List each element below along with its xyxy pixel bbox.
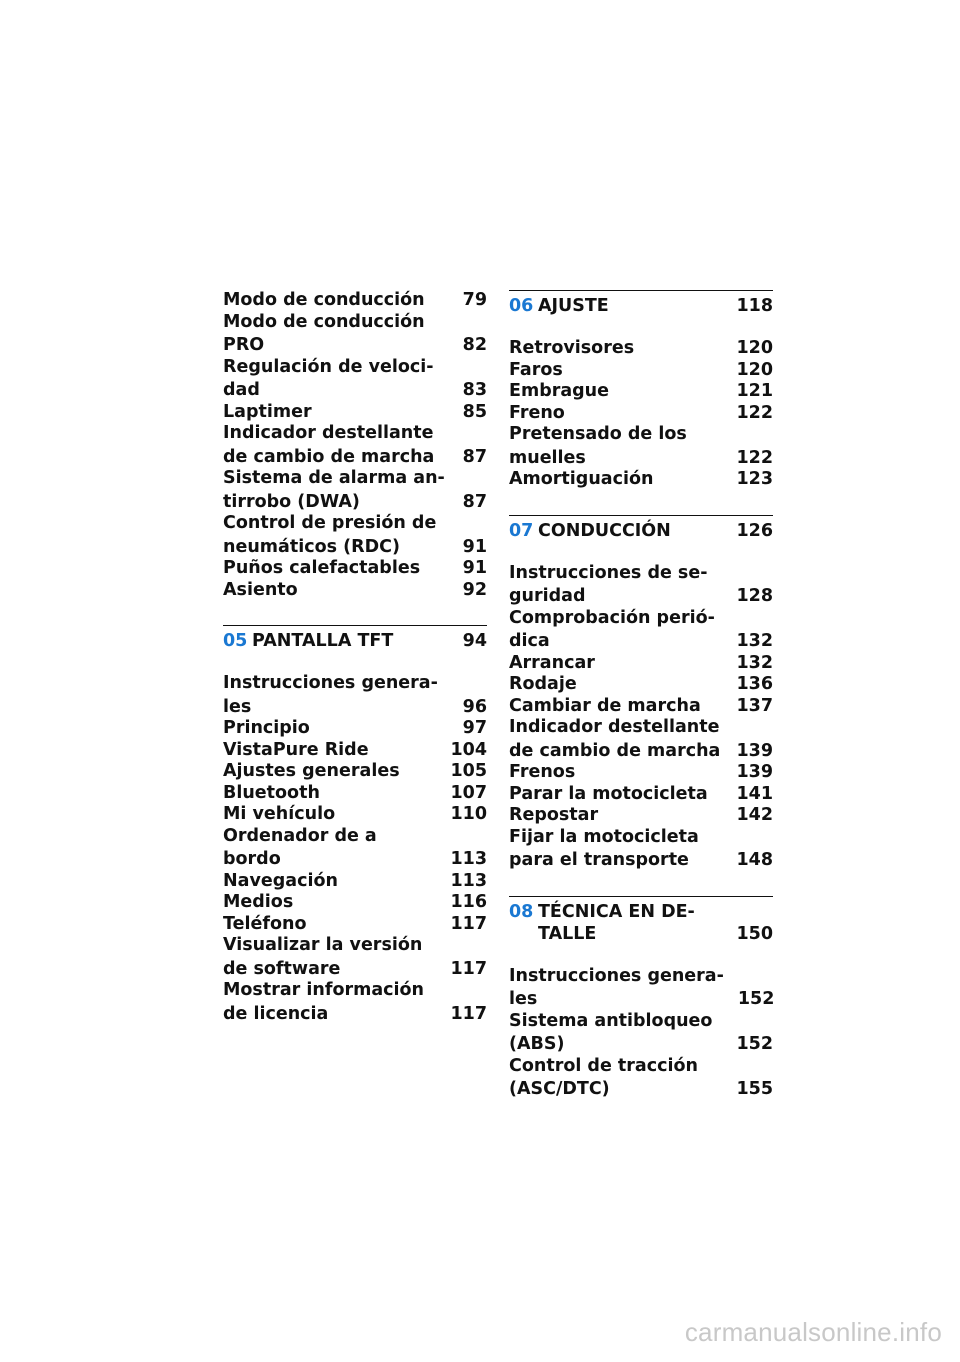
section-number: 07 [509, 520, 534, 541]
toc-entry-title-line: de licencia [223, 1003, 329, 1024]
toc-entry-title-line: guridad [509, 586, 586, 606]
section-title [538, 295, 736, 317]
toc-entry-title [509, 381, 736, 403]
toc-entry-title-line: Instrucciones genera- [223, 673, 438, 693]
toc-entry[interactable] [223, 357, 487, 402]
section-heading[interactable] [509, 901, 773, 945]
toc-entry[interactable] [509, 717, 773, 762]
toc-entry[interactable] [509, 966, 773, 1011]
section-title [538, 901, 736, 945]
toc-entry-title [509, 784, 736, 806]
toc-entry-title-line: VistaPure Ride [223, 739, 369, 760]
toc-entry-title [509, 653, 736, 675]
section-page: 150 [736, 923, 773, 944]
toc-entry-title-line: Faros [509, 359, 563, 380]
toc-entry-page: 155 [736, 1079, 773, 1099]
toc-section-05 [223, 625, 487, 1025]
toc-entry[interactable] [223, 290, 487, 312]
toc-entry[interactable] [509, 360, 773, 382]
toc-entry-title-line: muelles [509, 447, 586, 468]
toc-entry-title [223, 312, 463, 357]
toc-entry-page: 107 [450, 782, 487, 803]
toc-entry-title [223, 871, 450, 893]
toc-entry-title-line: (ASC/DTC) [509, 1079, 610, 1099]
toc-entry-page: 148 [736, 850, 773, 870]
toc-entry[interactable] [509, 563, 773, 608]
toc-entry-title-line: les [509, 989, 538, 1009]
toc-entry-title-line: Navegación [223, 870, 338, 891]
toc-entry-page: 120 [736, 359, 773, 380]
section-title-line: AJUSTE [538, 296, 609, 316]
toc-entry-title-line: bordo [223, 849, 281, 869]
toc-entry-title [509, 717, 736, 762]
toc-entry-page: 117 [450, 958, 487, 979]
toc-entry-title [223, 580, 463, 602]
toc-entry-title-line: Principio [223, 718, 310, 738]
toc-entry[interactable] [223, 980, 487, 1025]
toc-entry[interactable] [509, 381, 773, 403]
toc-entry-page: 136 [736, 674, 773, 694]
toc-entry-title-line: Sistema antibloqueo [509, 1010, 713, 1031]
toc-entry-title-line: Visualizar la versión [223, 935, 423, 955]
toc-entry[interactable] [223, 914, 487, 936]
toc-entry[interactable] [509, 403, 773, 425]
toc-entry[interactable] [509, 674, 773, 696]
toc-entry-title-line: Indicador destellante [509, 717, 720, 737]
toc-entry[interactable] [223, 935, 487, 980]
toc-entry-title [223, 402, 463, 424]
toc-entry-title [223, 892, 450, 914]
toc-entry-title [509, 827, 736, 872]
toc-entry-title-line: Mi vehículo [223, 804, 336, 824]
toc-entry-title [223, 826, 450, 871]
toc-entry-page: 110 [450, 804, 487, 824]
toc-entry-title-line: de cambio de marcha [223, 446, 435, 467]
toc-entry-page: 104 [450, 739, 487, 760]
toc-entry[interactable] [509, 827, 773, 872]
toc-entry-title-line: Control de presión de [223, 513, 437, 533]
toc-entry-page: 113 [450, 870, 487, 891]
toc-entry-title [223, 357, 463, 402]
toc-entry-title [509, 1056, 736, 1101]
toc-entry-title [509, 762, 736, 784]
toc-entry[interactable] [223, 558, 487, 580]
toc-entry-list [509, 563, 773, 872]
toc-entry-title-line: Bluetooth [223, 782, 320, 803]
toc-entry-title-line: Pretensado de los [509, 424, 687, 444]
toc-entry-page: 116 [450, 892, 487, 912]
toc-entry-title-line: de software [223, 958, 341, 979]
toc-entry-title [509, 696, 736, 718]
toc-entry-page: 132 [736, 631, 773, 651]
toc-entry-title-line: Instrucciones genera- [509, 965, 724, 986]
toc-entry-page: 122 [736, 402, 773, 423]
toc-entry-title [509, 966, 738, 1011]
toc-entry-title-line: dica [509, 631, 550, 651]
toc-entry-title-line: Modo de conducción [223, 311, 425, 332]
toc-entry-title-line: Retrovisores [509, 338, 635, 358]
section-page: 126 [736, 520, 773, 541]
toc-entry[interactable] [509, 469, 773, 491]
toc-entry-title [509, 360, 736, 382]
toc-entry-page: 123 [736, 469, 773, 489]
toc-entry-title-line: Freno [509, 402, 565, 423]
toc-entry-title [509, 563, 736, 608]
toc-entry-title [509, 424, 736, 469]
section-title-line: CONDUCCIÓN [538, 520, 671, 541]
toc-entry-page: 121 [736, 381, 773, 401]
toc-entry-page: 82 [462, 335, 487, 355]
toc-section-06 [509, 290, 773, 491]
toc-entry-page: 137 [736, 695, 773, 716]
toc-entry-page: 79 [462, 290, 487, 310]
toc-entry-title [223, 673, 463, 718]
section-heading[interactable] [223, 630, 487, 652]
toc-entry-list [223, 673, 487, 1025]
toc-entry[interactable] [223, 871, 487, 893]
toc-entry[interactable] [223, 783, 487, 805]
toc-entry-title [509, 469, 736, 491]
toc-entry-title [223, 423, 463, 468]
toc-entry[interactable] [509, 424, 773, 469]
toc-entry-title [223, 290, 463, 312]
toc-entry-title [223, 783, 450, 805]
toc-entry[interactable] [223, 402, 487, 424]
toc-entry-title [223, 558, 463, 580]
toc-entry-title-line: Comprobación perió- [509, 607, 715, 628]
toc-entry[interactable] [509, 805, 773, 827]
toc-entry-title [509, 805, 736, 827]
toc-entry[interactable] [509, 653, 773, 675]
toc-entry[interactable] [509, 784, 773, 806]
toc-entry-title-line: tirrobo (DWA) [223, 491, 360, 512]
toc-entry-title-line: de cambio de marcha [509, 740, 721, 761]
toc-section-07 [509, 515, 773, 872]
section-number: 08 [509, 901, 534, 922]
toc-entry-page: 83 [462, 380, 487, 400]
section-page: 94 [462, 631, 487, 651]
toc-entry-title [223, 914, 450, 936]
section-title [252, 630, 463, 652]
toc-entry-title-line: Regulación de veloci- [223, 356, 434, 377]
toc-entry-title-line: Fijar la motocicleta [509, 826, 699, 847]
toc-entry-title-line: les [223, 696, 252, 717]
toc-entry[interactable] [223, 673, 487, 718]
toc-entry-page: 128 [736, 586, 773, 606]
section-title [538, 520, 736, 542]
toc-entry-page: 87 [462, 491, 487, 512]
toc-entry[interactable] [223, 892, 487, 914]
toc-entry[interactable] [223, 826, 487, 871]
toc-entry-page: 91 [462, 536, 487, 557]
toc-entry[interactable] [223, 423, 487, 468]
toc-entry-title [223, 740, 450, 762]
toc-entry-title-line: Indicador destellante [223, 423, 434, 443]
toc-entry[interactable] [223, 718, 487, 740]
toc-entry-title-line: Embrague [509, 381, 610, 401]
toc-entry-title-line: Laptimer [223, 401, 312, 422]
toc-entry[interactable] [223, 761, 487, 783]
toc-entry-title-line: (ABS) [509, 1034, 565, 1054]
toc-entry-title-line: para el transporte [509, 850, 689, 870]
toc-entry-title-line: PRO [223, 335, 265, 355]
toc-entry-page: 142 [736, 805, 773, 825]
toc-entry-title [223, 804, 450, 826]
toc-entry[interactable] [223, 580, 487, 602]
toc-entry[interactable] [509, 1011, 773, 1056]
toc-entry-title [223, 718, 463, 740]
toc-entry-title-line: Instrucciones de se- [509, 562, 708, 583]
toc-entry-title-line: Repostar [509, 805, 599, 825]
toc-entry-page: 117 [450, 913, 487, 934]
toc-entry-page: 113 [450, 849, 487, 869]
toc-entry-page: 139 [736, 740, 773, 761]
toc-entry-page: 87 [462, 446, 487, 467]
toc-entry-page: 132 [736, 652, 773, 673]
section-page: 118 [736, 296, 773, 316]
toc-entry-title-line: Frenos [509, 762, 576, 782]
section-number: 06 [509, 296, 534, 316]
toc-section-08 [509, 896, 773, 1101]
toc-entry-page: 152 [737, 989, 775, 1009]
toc-entry-title [509, 1011, 736, 1056]
toc-entry-list [223, 290, 487, 601]
section-title-line: TÉCNICA EN DE- [538, 901, 695, 922]
toc-entry-title-line: Asiento [223, 579, 298, 600]
toc-entry-page: 96 [462, 696, 487, 717]
toc-entry-title [509, 608, 736, 653]
toc-entry-title [509, 403, 736, 425]
toc-entry-page: 85 [462, 401, 487, 422]
toc-entry-title-line: Sistema de alarma an- [223, 468, 445, 488]
section-heading[interactable] [509, 295, 773, 317]
toc-entry-title-line: Teléfono [223, 913, 307, 934]
toc-entry-page: 105 [450, 761, 487, 781]
toc-entry[interactable] [223, 804, 487, 826]
toc-entry[interactable] [509, 608, 773, 653]
toc-entry-list [509, 966, 773, 1101]
toc-entry-title-line: Ordenador de a [223, 825, 377, 846]
toc-entry-page: 139 [736, 762, 773, 782]
toc-entry-title-line: Puños calefactables [223, 558, 421, 578]
toc-entry-title [223, 468, 463, 513]
toc-entry-title-line: Arrancar [509, 652, 595, 673]
toc-entry-page: 152 [736, 1034, 773, 1054]
toc-entry-title [223, 935, 450, 980]
toc-entry-title-line: Modo de conducción [223, 290, 425, 310]
toc-entry[interactable] [509, 1056, 773, 1101]
toc-entry-page: 141 [736, 783, 773, 804]
toc-entry[interactable] [509, 762, 773, 784]
toc-entry[interactable] [223, 312, 487, 357]
toc-entry-page: 97 [462, 718, 487, 738]
toc-entry-title [223, 980, 450, 1025]
toc-entry-title-line: Rodaje [509, 674, 577, 694]
toc-entry-title-line: Amortiguación [509, 469, 654, 489]
toc-entry[interactable] [223, 740, 487, 762]
section-number: 05 [223, 631, 248, 651]
toc-column-right [509, 290, 773, 1101]
toc-entry-page: 122 [736, 447, 773, 468]
toc-entry-page: 120 [736, 338, 773, 358]
toc-entry[interactable] [509, 696, 773, 718]
toc-entry-title-line: Cambiar de marcha [509, 695, 701, 716]
toc-entry-title-line: Mostrar información [223, 980, 425, 1000]
toc-column-left [223, 290, 487, 1025]
toc-entry-page: 91 [462, 558, 487, 578]
section-title-line: PANTALLA TFT [252, 631, 394, 651]
toc-entry-title-line: Control de tracción [509, 1055, 698, 1076]
toc-entry-title [223, 513, 463, 558]
section-title-line: TALLE [538, 923, 597, 944]
toc-entry[interactable] [223, 513, 487, 558]
toc-entry-title-line: dad [223, 380, 260, 400]
toc-entry[interactable] [509, 338, 773, 360]
toc-entry-page: 117 [450, 1003, 487, 1024]
toc-entry-title [509, 338, 736, 360]
toc-entry-title [509, 674, 736, 696]
watermark: carmanualsonline.info [684, 1317, 942, 1347]
toc-entry-title-line: Parar la motocicleta [509, 783, 708, 804]
toc-entry-list [509, 338, 773, 491]
toc-entry-page: 92 [462, 579, 487, 600]
toc-entry-title [223, 761, 450, 783]
toc-entry-title-line: Medios [223, 892, 294, 912]
toc-entry-title-line: Ajustes generales [223, 761, 400, 781]
toc-entry[interactable] [223, 468, 487, 513]
toc-entry-title-line: neumáticos (RDC) [223, 536, 400, 557]
section-heading[interactable] [509, 520, 773, 542]
